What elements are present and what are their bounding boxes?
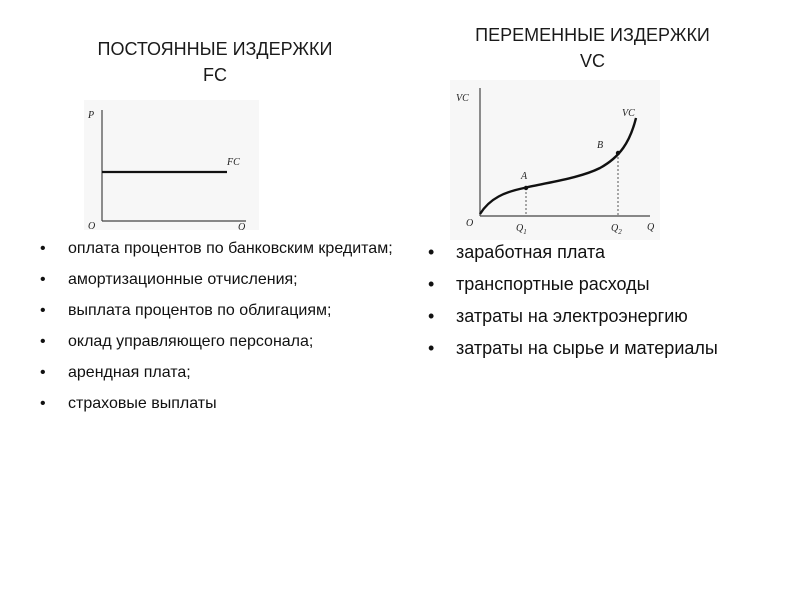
list-item	[428, 272, 788, 297]
bullet-glyph: •	[40, 364, 46, 381]
variable-costs-title-line2: VC	[579, 51, 605, 71]
variable-costs-title-line1: ПЕРЕМЕННЫЕ ИЗДЕРЖКИ	[475, 25, 710, 45]
list-item-text: затраты на электроэнергию	[456, 306, 688, 326]
vc-q2-letter: Q	[611, 223, 619, 234]
vc-q2-subscript: 2	[618, 228, 622, 236]
bullet-glyph: •	[40, 271, 46, 288]
variable-costs-chart	[450, 80, 660, 240]
vc-curve-label: VC	[622, 108, 635, 119]
vc-origin-label: O	[466, 218, 474, 229]
list-item-text: выплата процентов по облигациям;	[68, 302, 332, 319]
variable-costs-chart-svg	[450, 80, 660, 240]
fc-line-label: FC	[227, 157, 240, 168]
bullet-glyph: •	[428, 242, 435, 262]
fixed-costs-title	[40, 36, 390, 88]
bullet-glyph: •	[40, 395, 46, 412]
fixed-costs-title-line1: ПОСТОЯННЫЕ ИЗДЕРЖКИ	[97, 39, 333, 59]
list-item	[40, 238, 400, 260]
variable-costs-title	[410, 22, 775, 74]
fixed-costs-chart	[84, 100, 259, 230]
vc-q1-subscript: 1	[523, 228, 527, 236]
list-item-text: оплата процентов по банковским кредитам;	[68, 240, 393, 257]
vc-q1-letter: Q	[516, 223, 524, 234]
list-item-text: страховые выплаты	[68, 395, 217, 412]
bullet-glyph: •	[428, 306, 435, 326]
list-item	[40, 300, 400, 322]
list-item	[428, 240, 788, 265]
list-item	[40, 362, 400, 384]
vc-x-axis-label: Q	[647, 222, 655, 233]
vc-point-b	[616, 151, 620, 155]
list-item	[428, 336, 788, 361]
list-item	[428, 304, 788, 329]
list-item-text: затраты на сырье и материалы	[456, 338, 718, 358]
list-item-text: заработная плата	[456, 242, 606, 262]
vc-point-b-label: B	[597, 140, 604, 151]
variable-costs-list	[428, 240, 788, 368]
bullet-glyph: •	[40, 240, 46, 257]
fc-y-axis-label: P	[88, 110, 95, 121]
bullet-glyph: •	[40, 333, 46, 350]
fc-origin-label: O	[88, 221, 96, 230]
vc-point-a	[524, 186, 528, 190]
list-item-text: арендная плата;	[68, 364, 191, 381]
vc-point-a-label: A	[521, 171, 528, 182]
list-item	[40, 269, 400, 291]
list-item-text: амортизационные отчисления;	[68, 271, 298, 288]
list-item-text: оклад управляющего персонала;	[68, 333, 314, 350]
bullet-glyph: •	[40, 302, 46, 319]
fc-x-axis-label: Q	[238, 222, 246, 230]
fixed-costs-chart-svg	[84, 100, 259, 230]
list-item-text: транспортные расходы	[456, 274, 650, 294]
list-item	[40, 393, 400, 415]
list-item	[40, 331, 400, 353]
bullet-glyph: •	[428, 274, 435, 294]
vc-y-axis-label: VC	[456, 93, 469, 104]
fixed-costs-title-line2: FC	[203, 65, 227, 85]
fixed-costs-list	[40, 238, 400, 424]
bullet-glyph: •	[428, 338, 435, 358]
